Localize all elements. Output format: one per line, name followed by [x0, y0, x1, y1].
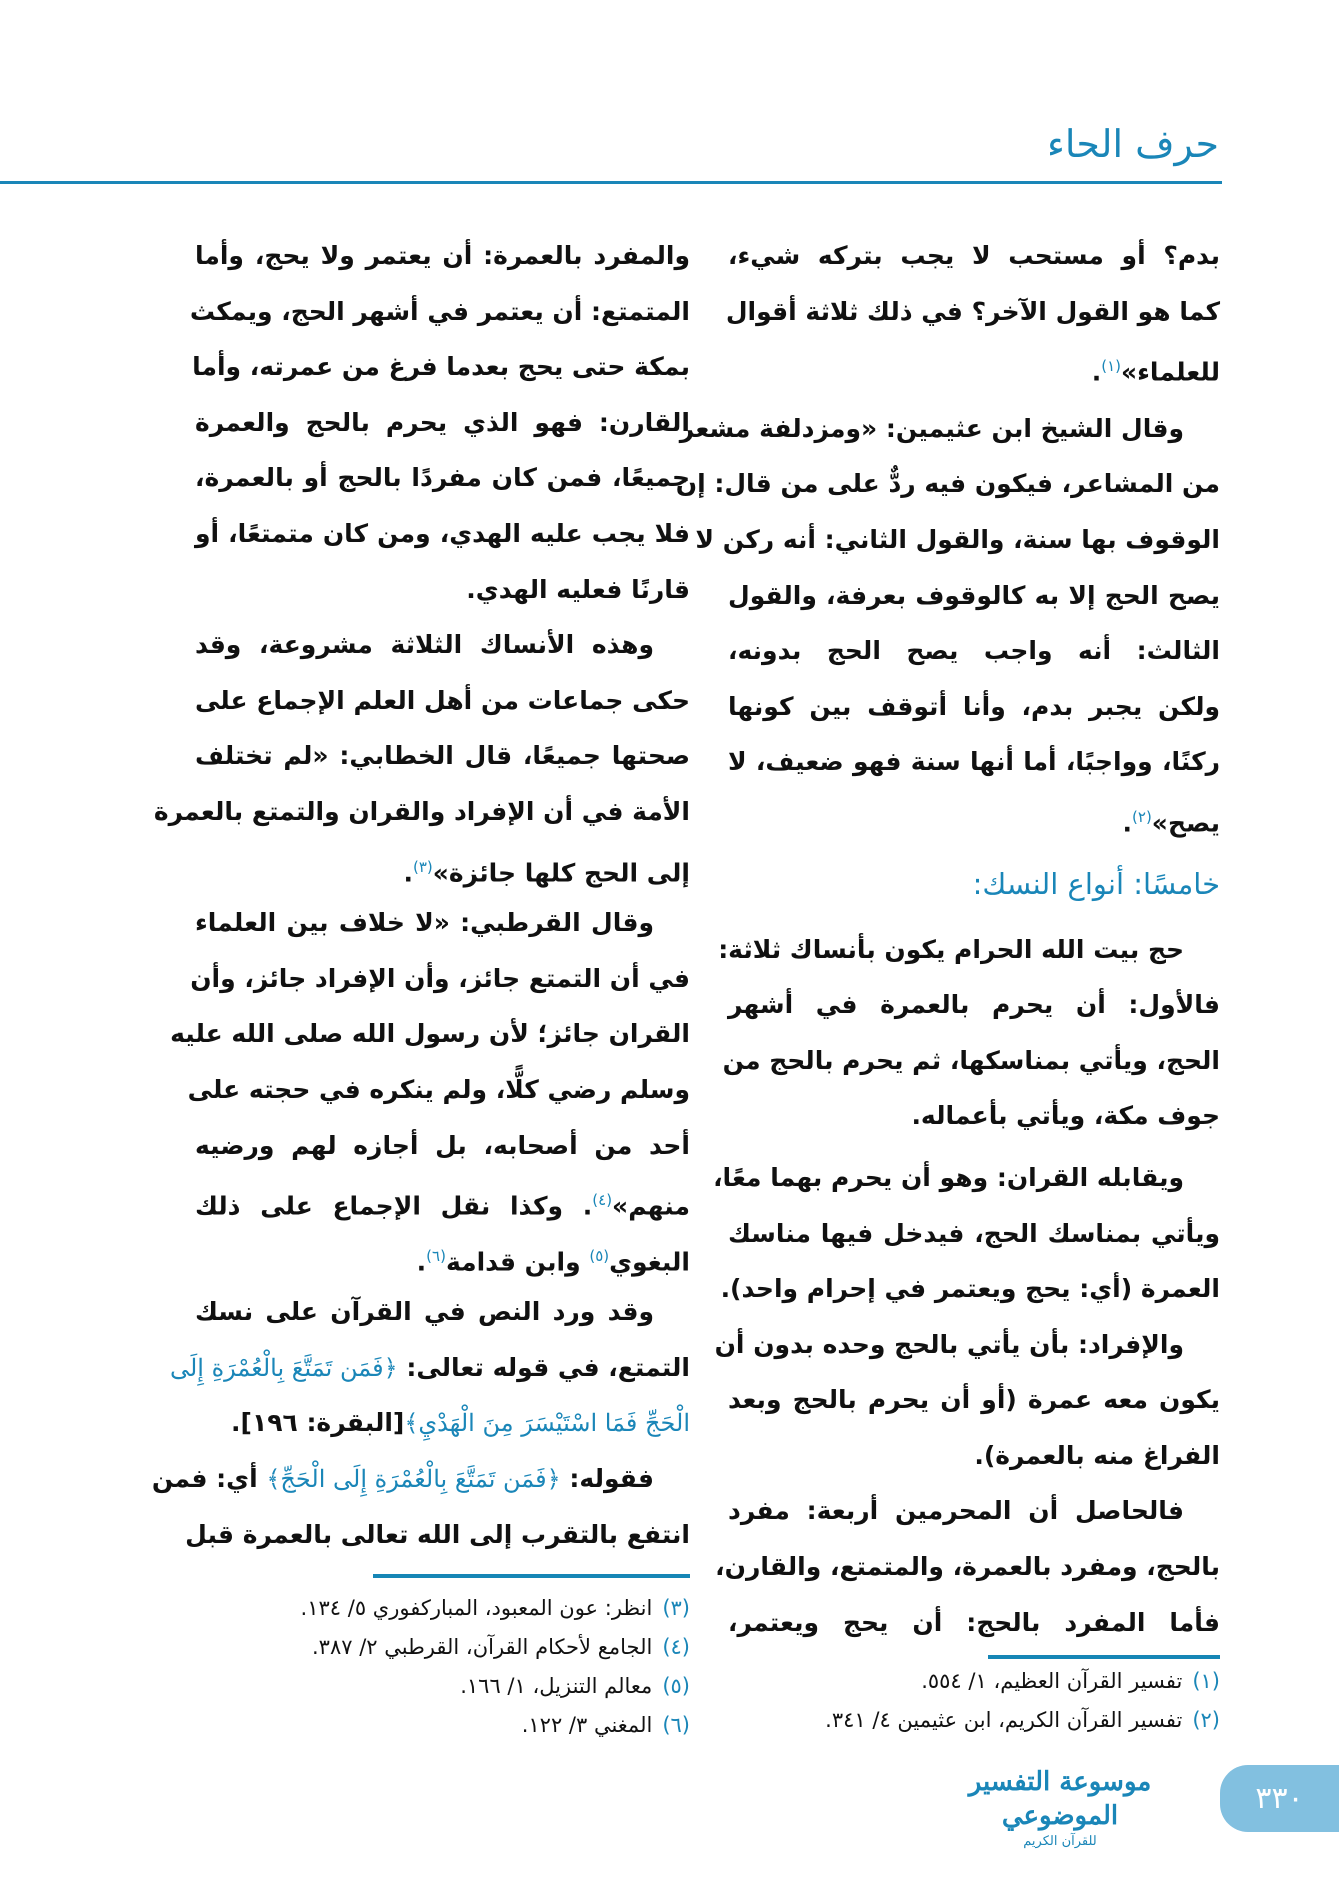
- section-heading: خامسًا: أنواع النسك:: [972, 866, 1220, 901]
- text-line: والإفراد: بأن يأتي بالحج وحده بدون أن: [714, 1329, 1184, 1359]
- footnote-text: الجامع لأحكام القرآن، القرطبي ٢/ ٣٨٧.: [311, 1635, 653, 1659]
- text-line: في أن التمتع جائز، وأن الإفراد جائز، وأن: [190, 963, 690, 993]
- text-line: ولكن يجبر بدم، وأنا أتوقف بين كونها: [728, 691, 1220, 721]
- text-segment: يصح»: [1151, 808, 1220, 838]
- encyclopedia-logo: [930, 1765, 1190, 1851]
- text-line: أحد من أصحابه، بل أجازه لهم ورضيه: [195, 1130, 690, 1160]
- footnote-marker: (٣): [412, 857, 433, 876]
- quran-verse: ﴿فَمَن تَمَتَّعَ بِالْعُمْرَةِ إِلَى الْحَجِّ﴾: [266, 1465, 561, 1494]
- footnote: [825, 1662, 1220, 1701]
- logo-subtitle: للقرآن الكريم: [1023, 1834, 1097, 1849]
- text-segment: .: [1122, 808, 1133, 838]
- text-line: انتفع بالتقرب إلى الله تعالى بالعمرة قبل: [185, 1519, 690, 1549]
- text-line: الوقوف بها سنة، والقول الثاني: أنه ركن لا: [695, 524, 1220, 554]
- text-segment: [البقرة: ١٩٦].: [231, 1408, 405, 1438]
- footnote-marker: (٢): [1132, 807, 1152, 826]
- header-rule: [0, 181, 1222, 184]
- text-line: حكى جماعات من أهل العلم الإجماع على: [195, 685, 690, 715]
- text-line: كما هو القول الآخر؟ في ذلك ثلاثة أقوال: [725, 296, 1220, 326]
- text-line: بمكة حتى يحج بعدما فرغ من عمرته، وأما: [192, 352, 690, 382]
- text-line: فالأول: أن يحرم بالعمرة في أشهر: [728, 990, 1220, 1020]
- footnote-number: (٤): [662, 1635, 690, 1659]
- text-line: القارن: فهو الذي يحرم بالحج والعمرة: [195, 407, 690, 437]
- text-line: الأمة في أن الإفراد والقران والتمتع بالعمرة: [153, 796, 690, 826]
- text-line: بدم؟ أو مستحب لا يجب بتركه شيء،: [728, 241, 1220, 270]
- text-line: العمرة (أي: يحج ويعتمر في إحرام واحد).: [720, 1274, 1220, 1304]
- text-line: القران جائز؛ لأن رسول الله صلى الله عليه: [170, 1019, 690, 1049]
- footnote-marker: (٦): [426, 1246, 446, 1265]
- page-number: ٣٣٠: [1255, 1781, 1304, 1816]
- text-line: فلا يجب عليه الهدي، ومن كان متمتعًا، أو: [195, 518, 690, 548]
- text-segment: . وكذا نقل الإجماع على ذلك: [195, 1191, 593, 1221]
- text-line: يصح الحج إلا به كالوقوف بعرفة، والقول: [728, 580, 1220, 610]
- footnote-text: معالم التنزيل، ١/ ١٦٦.: [460, 1674, 653, 1698]
- footnote-number: (٥): [662, 1674, 690, 1698]
- left-column: [151, 228, 690, 1562]
- text-line: بالحج، ومفرد بالعمرة، والمتمتع، والقارن،: [715, 1552, 1220, 1582]
- footnote-number: (٢): [1192, 1708, 1220, 1732]
- text-line: ركنًا، وواجبًا، أما أنها سنة فهو ضعيف، لا: [728, 747, 1220, 777]
- footnotes-right: [825, 1662, 1220, 1740]
- footnote-marker: (١): [1101, 357, 1121, 376]
- text-segment: وابن قدامة: [445, 1247, 590, 1277]
- footnotes-left: [301, 1589, 690, 1745]
- text-line: الفراغ منه بالعمرة).: [974, 1440, 1220, 1470]
- footnote-marker: (٥): [589, 1246, 610, 1265]
- text-line: [195, 1173, 690, 1229]
- footnote: [301, 1628, 690, 1667]
- footnote-number: (١): [1192, 1669, 1220, 1693]
- text-line: وقال القرطبي: «لا خلاف بين العلماء: [195, 908, 654, 938]
- page-number-badge: [1220, 1765, 1339, 1832]
- text-segment: أي: فمن: [151, 1464, 267, 1494]
- text-line: المتمتع: أن يعتمر في أشهر الحج، ويمكث: [189, 296, 690, 326]
- footnote: [825, 1701, 1220, 1740]
- text-segment: فقوله:: [560, 1464, 654, 1494]
- text-line: فالحاصل أن المحرمين أربعة: مفرد: [728, 1496, 1184, 1526]
- footnote-marker: (٤): [592, 1191, 613, 1210]
- text-segment: .: [1091, 357, 1102, 387]
- text-line: جميعًا، فمن كان مفردًا بالحج أو بالعمرة،: [195, 463, 690, 493]
- footnote-text: تفسير القرآن العظيم، ١/ ٥٥٤.: [921, 1669, 1183, 1693]
- text-line: الثالث: أنه واجب يصح الحج بدونه،: [728, 636, 1220, 666]
- footnote: [301, 1667, 690, 1706]
- text-line: [728, 790, 1220, 846]
- text-segment: للعلماء»: [1121, 357, 1220, 387]
- footnote-number: (٦): [662, 1713, 690, 1737]
- text-segment: .: [416, 1247, 427, 1277]
- text-line: وقال الشيخ ابن عثيمين: «ومزدلفة مشعر: [679, 413, 1184, 443]
- text-line: [195, 1395, 690, 1451]
- chapter-title: حرف الحاء: [1046, 122, 1219, 166]
- text-line: يكون معه عمرة (أو أن يحرم بالحج وبعد: [728, 1385, 1220, 1415]
- text-segment: البغوي: [609, 1247, 690, 1277]
- right-column: [675, 228, 1220, 1650]
- text-line: وقد ورد النص في القرآن على نسك: [195, 1297, 654, 1327]
- text-line: جوف مكة، ويأتي بأعماله.: [911, 1101, 1220, 1131]
- text-line: [195, 1229, 690, 1285]
- text-line: وهذه الأنساك الثلاثة مشروعة، وقد: [195, 630, 654, 660]
- footnote: [301, 1589, 690, 1628]
- footnote-text: المغني ٣/ ١٢٢.: [521, 1713, 653, 1737]
- text-segment: التمتع، في قوله تعالى:: [397, 1352, 690, 1382]
- text-line: فأما المفرد بالحج: أن يحج ويعتمر،: [728, 1607, 1220, 1637]
- text-line: ويأتي بمناسك الحج، فيدخل فيها مناسك: [728, 1218, 1220, 1248]
- text-line: [151, 1451, 690, 1507]
- footnote-number: (٣): [662, 1596, 690, 1620]
- text-line: حج بيت الله الحرام يكون بأنساك ثلاثة:: [718, 934, 1184, 964]
- text-line: [169, 1340, 690, 1396]
- quran-verse: ﴿فَمَن تَمَتَّعَ بِالْعُمْرَةِ إِلَى: [169, 1353, 398, 1382]
- footnote-text: انظر: عون المعبود، المباركفوري ٥/ ١٣٤.: [300, 1596, 653, 1620]
- text-line: من المشاعر، فيكون فيه ردٌّ على من قال: إن: [675, 469, 1220, 499]
- text-segment: .: [403, 857, 413, 887]
- footnote-text: تفسير القرآن الكريم، ابن عثيمين ٤/ ٣٤١.: [825, 1708, 1183, 1732]
- text-line: قارنًا فعليه الهدي.: [466, 574, 690, 604]
- text-line: [195, 840, 690, 896]
- text-segment: منهم»: [612, 1191, 690, 1221]
- quran-verse: الْحَجِّ فَمَا اسْتَيْسَرَ مِنَ الْهَدْيِ﴾: [404, 1409, 690, 1438]
- text-line: وسلم رضي كلًّا، ولم ينكره في حجته على: [187, 1074, 690, 1104]
- footnote: [301, 1706, 690, 1745]
- text-line: الحج، ويأتي بمناسكها، ثم يحرم بالحج من: [722, 1045, 1220, 1075]
- text-line: والمفرد بالعمرة: أن يعتمر ولا يحج، وأما: [195, 241, 690, 270]
- logo-title: موسوعة التفسير الموضوعي: [968, 1767, 1152, 1831]
- text-line: صحتها جميعًا، قال الخطابي: «لم تختلف: [195, 741, 690, 771]
- text-line: [728, 339, 1220, 395]
- footnote-rule-right: [988, 1655, 1220, 1659]
- text-segment: إلى الحج كلها جائزة»: [432, 857, 690, 887]
- text-line: ويقابله القران: وهو أن يحرم بهما معًا،: [713, 1162, 1184, 1192]
- footnote-rule-left: [373, 1574, 690, 1578]
